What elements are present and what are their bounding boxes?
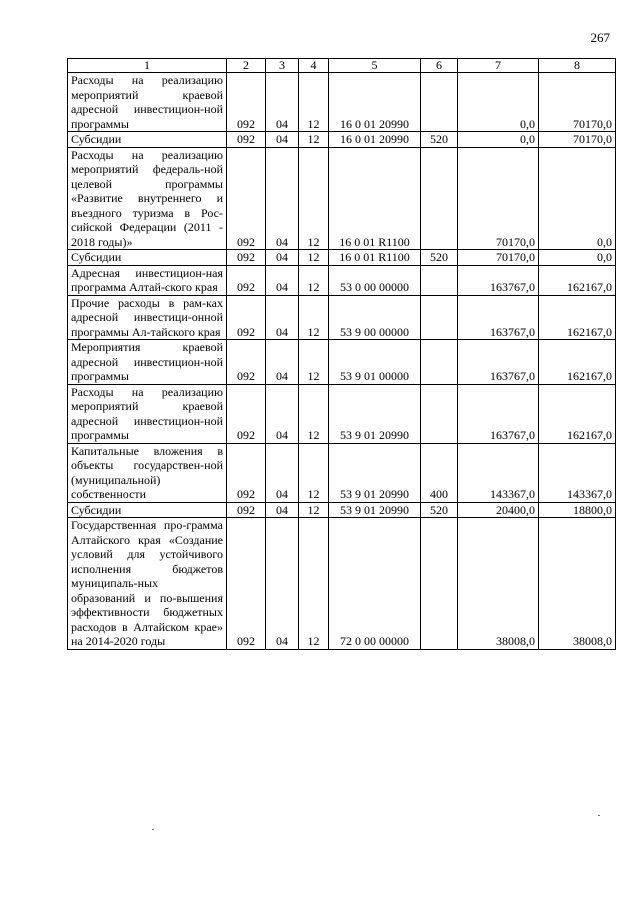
column-header: 5	[329, 59, 421, 73]
cell-value	[421, 518, 458, 650]
cell-value: 0,0	[458, 132, 539, 148]
cell-value: 70170,0	[458, 250, 539, 266]
column-header: 2	[227, 59, 266, 73]
cell-value: 092	[227, 250, 266, 266]
cell-value: 53 0 00 00000	[329, 265, 421, 295]
row-name: Расходы на реализацию мероприятий федераль-ной целевой программы «Развитие внутреннего и въездного туризма в Рос-сийской Федерации (2011 - 2018 годы)»	[68, 147, 227, 250]
cell-value: 72 0 00 00000	[329, 518, 421, 650]
cell-value: 163767,0	[458, 265, 539, 295]
table-row	[68, 502, 616, 518]
cell-value: 70170,0	[539, 132, 616, 148]
cell-value: 53 9 01 20990	[329, 443, 421, 502]
cell-value: 12	[299, 340, 329, 385]
cell-value	[421, 295, 458, 340]
cell-value: 70170,0	[458, 147, 539, 250]
cell-value: 400	[421, 443, 458, 502]
cell-value: 04	[266, 518, 299, 650]
row-name: Субсидии	[68, 502, 227, 518]
cell-value: 12	[299, 73, 329, 132]
cell-value: 0,0	[539, 250, 616, 266]
cell-value: 70170,0	[539, 73, 616, 132]
cell-value: 12	[299, 250, 329, 266]
table-row	[68, 265, 616, 295]
cell-value: 16 0 01 20990	[329, 73, 421, 132]
cell-value	[421, 384, 458, 443]
column-header: 3	[266, 59, 299, 73]
cell-value: 520	[421, 250, 458, 266]
table-row	[68, 340, 616, 385]
cell-value: 162167,0	[539, 340, 616, 385]
cell-value: 38008,0	[539, 518, 616, 650]
cell-value: 092	[227, 132, 266, 148]
row-name: Государственная про-грамма Алтайского края «Создание условий для устойчивого исполнения бюджетов муниципаль-ных образований и по-вышения эффективности бюджетных расходов в Алтайском крае» на 2014-2020 годы	[68, 518, 227, 650]
table-row	[68, 250, 616, 266]
cell-value: 12	[299, 502, 329, 518]
cell-value: 16 0 01 R1100	[329, 147, 421, 250]
cell-value: 163767,0	[458, 384, 539, 443]
table-row	[68, 147, 616, 250]
table-row	[68, 518, 616, 650]
cell-value: 04	[266, 250, 299, 266]
cell-value: 04	[266, 295, 299, 340]
cell-value: 16 0 01 20990	[329, 132, 421, 148]
cell-value: 162167,0	[539, 384, 616, 443]
cell-value: 04	[266, 73, 299, 132]
cell-value: 092	[227, 384, 266, 443]
column-header: 6	[421, 59, 458, 73]
page-number: 267	[590, 30, 610, 45]
cell-value: 04	[266, 265, 299, 295]
cell-value: 16 0 01 R1100	[329, 250, 421, 266]
header-row	[68, 59, 616, 73]
cell-value	[421, 340, 458, 385]
cell-value: 04	[266, 340, 299, 385]
cell-value: 092	[227, 340, 266, 385]
cell-value: 18800,0	[539, 502, 616, 518]
cell-value: 04	[266, 502, 299, 518]
cell-value: 162167,0	[539, 265, 616, 295]
cell-value: 53 9 00 00000	[329, 295, 421, 340]
cell-value: 12	[299, 147, 329, 250]
cell-value: 092	[227, 518, 266, 650]
budget-table	[67, 58, 616, 650]
table-row	[68, 443, 616, 502]
table-row	[68, 295, 616, 340]
cell-value: 04	[266, 443, 299, 502]
scan-speck	[152, 829, 154, 830]
row-name: Капитальные вложения в объекты государствен-ной (муниципальной) собственности	[68, 443, 227, 502]
row-name: Расходы на реализацию мероприятий краевой адресной инвестицион-ной программы	[68, 384, 227, 443]
cell-value: 12	[299, 384, 329, 443]
cell-value: 143367,0	[539, 443, 616, 502]
cell-value: 12	[299, 443, 329, 502]
cell-value: 092	[227, 73, 266, 132]
row-name: Субсидии	[68, 132, 227, 148]
cell-value: 520	[421, 132, 458, 148]
cell-value: 092	[227, 265, 266, 295]
row-name: Мероприятия краевой адресной инвестицион-ной программы	[68, 340, 227, 385]
cell-value: 12	[299, 265, 329, 295]
cell-value: 04	[266, 147, 299, 250]
cell-value: 092	[227, 147, 266, 250]
cell-value	[421, 265, 458, 295]
cell-value: 163767,0	[458, 295, 539, 340]
cell-value: 163767,0	[458, 340, 539, 385]
cell-value: 53 9 01 20990	[329, 384, 421, 443]
cell-value: 162167,0	[539, 295, 616, 340]
cell-value: 04	[266, 384, 299, 443]
row-name: Прочие расходы в рам-ках адресной инвестици-онной программы Ал-тайского края	[68, 295, 227, 340]
cell-value: 12	[299, 295, 329, 340]
cell-value: 12	[299, 132, 329, 148]
table-row	[68, 73, 616, 132]
cell-value: 520	[421, 502, 458, 518]
scan-speck	[598, 815, 600, 816]
cell-value: 092	[227, 443, 266, 502]
table-row	[68, 384, 616, 443]
cell-value	[421, 147, 458, 250]
cell-value: 092	[227, 502, 266, 518]
cell-value: 38008,0	[458, 518, 539, 650]
column-header: 8	[539, 59, 616, 73]
column-header: 7	[458, 59, 539, 73]
column-header: 4	[299, 59, 329, 73]
cell-value: 04	[266, 132, 299, 148]
cell-value: 53 9 01 20990	[329, 502, 421, 518]
column-header: 1	[68, 59, 227, 73]
cell-value: 092	[227, 295, 266, 340]
row-name: Расходы на реализацию мероприятий краевой адресной инвестицион-ной программы	[68, 73, 227, 132]
cell-value: 20400,0	[458, 502, 539, 518]
cell-value: 12	[299, 518, 329, 650]
cell-value	[421, 73, 458, 132]
cell-value: 143367,0	[458, 443, 539, 502]
row-name: Субсидии	[68, 250, 227, 266]
cell-value: 0,0	[458, 73, 539, 132]
cell-value: 53 9 01 00000	[329, 340, 421, 385]
row-name: Адресная инвестицион-ная программа Алтай-ского края	[68, 265, 227, 295]
table-row	[68, 132, 616, 148]
cell-value: 0,0	[539, 147, 616, 250]
